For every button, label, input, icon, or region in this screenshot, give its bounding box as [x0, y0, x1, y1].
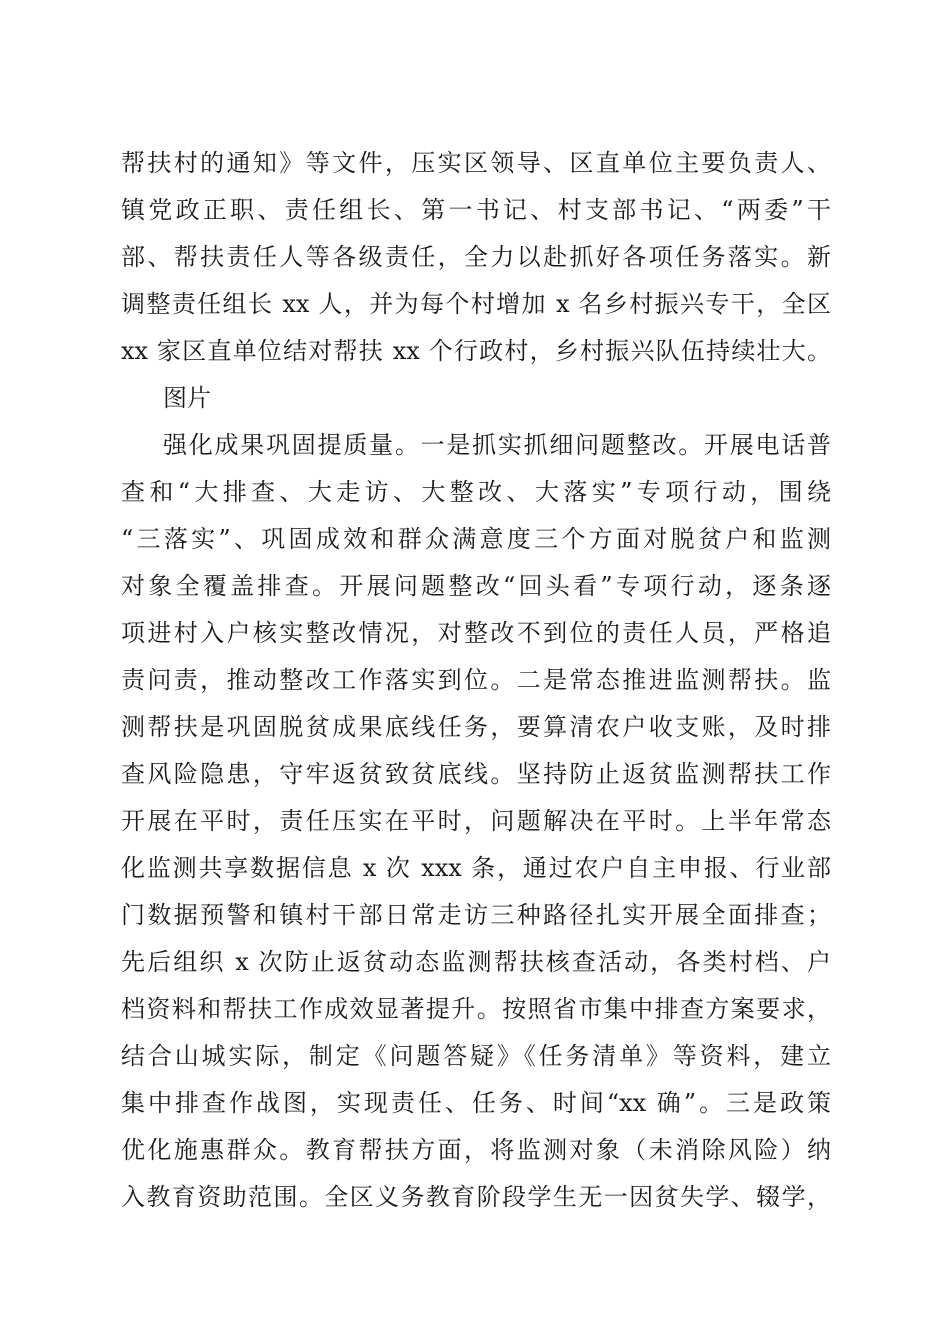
text-line: 测帮扶是巩固脱贫成果底线任务，要算清农户收支账，及时排 [121, 713, 831, 741]
text-line: 帮扶村的通知》等文件，压实区领导、区直单位主要负责人、 [121, 149, 831, 177]
paragraph-1 [121, 140, 831, 375]
image-placeholder-label: 图片 [163, 384, 211, 412]
text-line: 查风险隐患，守牢返贫致贫底线。坚持防止返贫监测帮扶工作 [121, 760, 831, 788]
paragraph-2 [121, 422, 831, 1221]
text-line: 责问责，推动整改工作落实到位。二是常态推进监测帮扶。监 [121, 666, 831, 694]
text-line: 部、帮扶责任人等各级责任，全力以赴抓好各项任务落实。新 [121, 243, 831, 271]
text-line: 化监测共享数据信息 x 次 xxx 条，通过农户自主申报、行业部 [121, 854, 831, 882]
text-line: 先后组织 x 次防止返贫动态监测帮扶核查活动，各类村档、户 [121, 948, 831, 976]
text-line: 开展在平时，责任压实在平时，问题解决在平时。上半年常态 [121, 807, 831, 835]
text-line: 镇党政正职、责任组长、第一书记、村支部书记、“两委”干 [121, 196, 831, 224]
text-line: 集中排查作战图，实现责任、任务、时间“xx 确”。三是政策 [121, 1089, 831, 1117]
text-line: 强化成果巩固提质量。一是抓实抓细问题整改。开展电话普 [163, 431, 831, 459]
text-line: 调整责任组长 xx 人，并为每个村增加 x 名乡村振兴专干，全区 [121, 290, 831, 318]
text-line: 优化施惠群众。教育帮扶方面，将监测对象（未消除风险）纳 [121, 1136, 831, 1164]
text-line: 结合山城实际，制定《问题答疑》《任务清单》等资料，建立 [121, 1042, 831, 1070]
text-line: “三落实”、巩固成效和群众满意度三个方面对脱贫户和监测 [121, 525, 831, 553]
text-line: 档资料和帮扶工作成效显著提升。按照省市集中排查方案要求， [121, 995, 831, 1023]
text-line: 门数据预警和镇村干部日常走访三种路径扎实开展全面排查； [121, 901, 831, 929]
text-line: xx 家区直单位结对帮扶 xx 个行政村，乡村振兴队伍持续壮大。 [121, 337, 831, 365]
document-body [121, 140, 831, 1221]
text-line: 查和“大排查、大走访、大整改、大落实”专项行动，围绕 [121, 478, 831, 506]
text-line: 对象全覆盖排查。开展问题整改“回头看”专项行动，逐条逐 [121, 572, 831, 600]
text-line: 入教育资助范围。全区义务教育阶段学生无一因贫失学、辍学， [121, 1183, 831, 1211]
text-line: 项进村入户核实整改情况，对整改不到位的责任人员，严格追 [121, 619, 831, 647]
